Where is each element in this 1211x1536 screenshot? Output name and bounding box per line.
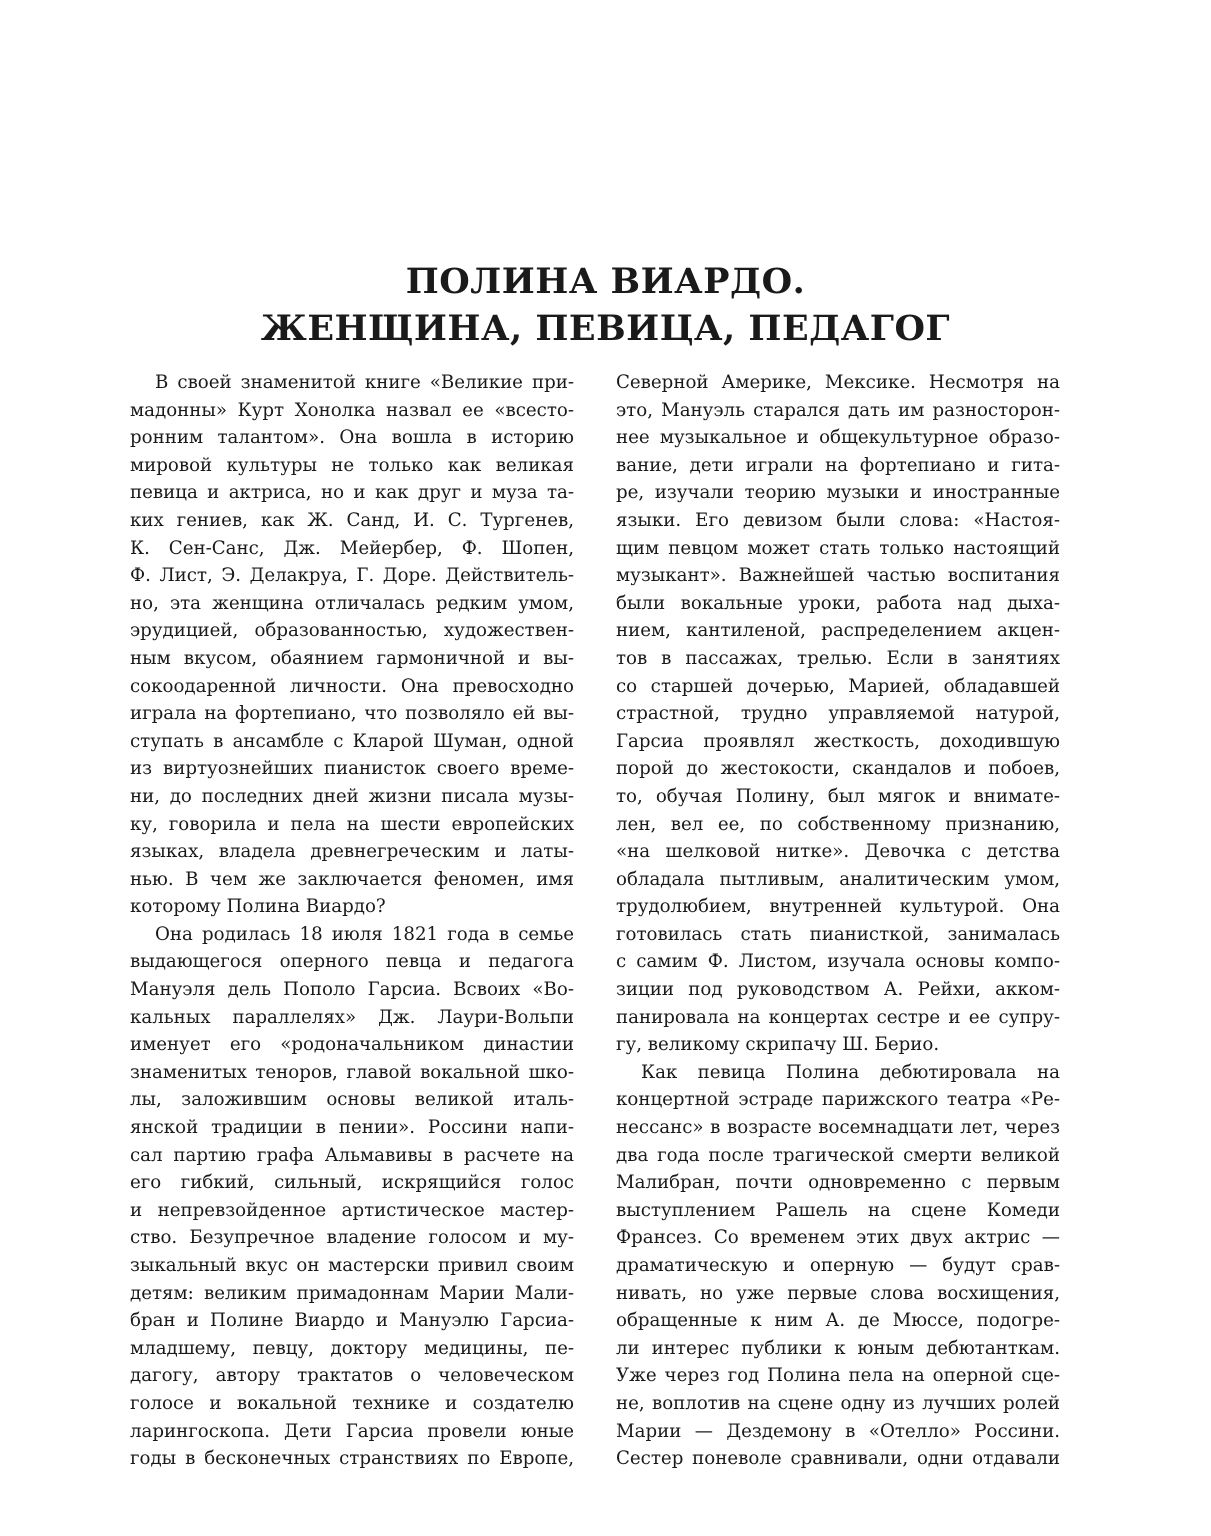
left-column-line: которому Полина Виардо?: [130, 896, 386, 918]
left-text-column: [130, 369, 574, 1473]
left-column-line: ступать в ансамбле с Кларой Шуман, одной: [130, 730, 574, 752]
left-column-line: янской традиции в пении». Россини напи-: [130, 1117, 574, 1139]
right-column-line: с самим Ф. Листом, изучала основы компо-: [616, 951, 1060, 973]
right-column-line: Малибран, почти одновременно с первым: [616, 1172, 1060, 1194]
article-title-line-2: ЖЕНЩИНА, ПЕВИЦА, ПЕДАГОГ: [260, 308, 951, 349]
left-column-line: Мануэля дель Пополо Гарсиа. Всвоих «Во-: [130, 979, 574, 1001]
left-column-line: сокоодаренной личности. Она превосходно: [130, 675, 574, 697]
left-column-line: Она родилась 18 июля 1821 года в семье: [155, 923, 574, 945]
left-column-line: бран и Полине Виардо и Мануэлю Гарсиа-: [130, 1310, 574, 1332]
right-column-line: нивать, но уже первые слова восхищения,: [616, 1282, 1060, 1304]
left-column-line: но, эта женщина отличалась редким умом,: [130, 592, 574, 614]
left-column-line: ких гениев, как Ж. Санд, И. С. Тургенев,: [130, 509, 574, 531]
left-column-line: детям: великим примадоннам Марии Мали-: [130, 1282, 574, 1304]
left-column-line: ным вкусом, обаянием гармоничной и вы-: [130, 647, 574, 669]
left-column-line: голосе и вокальной технике и создателю: [130, 1392, 574, 1414]
right-column-line: это, Мануэль старался дать им разносторон-: [616, 399, 1060, 421]
right-column-line: языки. Его девизом были слова: «Настоя-: [616, 509, 1060, 531]
left-column-line: зыкальный вкус он мастерски привил своим: [130, 1255, 574, 1276]
right-column-line: обращенные к ним А. де Мюссе, подогре-: [616, 1310, 1060, 1332]
left-column-line: ку, говорила и пела на шести европейских: [130, 813, 574, 835]
left-column-line: ни, до последних дней жизни писала музы-: [130, 785, 574, 807]
right-column-line: «на шелковой нитке». Девочка с детства: [616, 841, 1060, 863]
right-column-line: нее музыкальное и общекультурное образо-: [616, 427, 1060, 449]
right-column-line: зиции под руководством А. Рейхи, акком-: [616, 979, 1060, 1001]
left-column-line: кальных параллелях» Дж. Лаури-Вольпи: [130, 1006, 574, 1028]
right-column-line: со старшей дочерью, Марией, обладавшей: [616, 675, 1060, 697]
left-column-line: мадонны» Курт Хонолка назвал ее «всесто-: [130, 399, 574, 421]
right-column-line: порой до жестокости, скандалов и побоев,: [616, 758, 1060, 780]
left-column-line: выдающегося оперного певца и педагога: [130, 951, 574, 973]
right-column-line: Уже через год Полина пела на оперной сце-: [616, 1365, 1060, 1387]
right-column-line: панировала на концертах сестре и ее супру-: [616, 1006, 1060, 1028]
left-column-line: знаменитых теноров, главой вокальной шко-: [130, 1061, 574, 1083]
right-column-line: Марии — Дездемону в «Отелло» Россини.: [616, 1420, 1060, 1442]
right-column-line: Сестер поневоле сравнивали, одни отдавали: [616, 1448, 1060, 1470]
left-column-line: ство. Безупречное владение голосом и му-: [130, 1227, 574, 1249]
left-column-line: В своей знаменитой книге «Великие при-: [155, 372, 574, 393]
right-column-line: были вокальные уроки, работа над дыха-: [616, 592, 1060, 614]
right-column-line: Северной Америке, Мексике. Несмотря на: [616, 372, 1060, 393]
right-column-line: ли интерес публики к юным дебютанткам.: [616, 1337, 1060, 1359]
right-column-line: концертной эстраде парижского театра «Ре-: [616, 1089, 1060, 1111]
left-column-line: мировой культуры не только как великая: [130, 454, 574, 476]
right-column-line: два года после трагической смерти великой: [616, 1144, 1060, 1166]
right-column-line: вание, дети играли на фортепиано и гита-: [616, 454, 1060, 476]
right-column-line: ре, изучали теорию музыки и иностранные: [616, 482, 1060, 504]
left-column-line: ронним талантом». Она вошла в историю: [130, 427, 574, 449]
right-column-line: гу, великому скрипачу Ш. Берио.: [616, 1034, 940, 1056]
article-title: [0, 258, 1211, 352]
left-column-line: ларингоскопа. Дети Гарсиа провели юные: [130, 1420, 574, 1442]
left-column-line: лы, заложившим основы великой италь-: [130, 1089, 574, 1111]
article-title-line-1: ПОЛИНА ВИАРДО.: [405, 261, 806, 302]
left-column-line: К. Сен-Санс, Дж. Мейербер, Ф. Шопен,: [130, 537, 574, 559]
right-column-line: страстной, трудно управляемой натурой,: [616, 703, 1060, 725]
left-column-line: сал партию графа Альмавивы в расчете на: [130, 1144, 574, 1166]
right-column-line: Гарсиа проявлял жесткость, доходившую: [616, 730, 1060, 752]
right-column-line: тов в пассажах, трелью. Если в занятиях: [616, 647, 1060, 669]
right-column-line: трудолюбием, внутренней культурой. Она: [616, 896, 1060, 918]
right-text-column: [616, 369, 1060, 1473]
right-column-line: нием, кантиленой, распределением акцен-: [616, 620, 1060, 642]
right-column-line: щим певцом может стать только настоящий: [616, 537, 1060, 559]
left-column-line: эрудицией, образованностью, художествен-: [130, 620, 574, 642]
left-column-line: младшему, певцу, доктору медицины, пе-: [130, 1337, 574, 1359]
right-column-line: выступлением Рашель на сцене Комеди: [616, 1199, 1060, 1221]
left-column-line: годы в бесконечных странствиях по Европе,: [130, 1448, 574, 1470]
left-column-line: певица и актриса, но и как друг и муза та-: [130, 482, 574, 504]
left-column-line: его гибкий, сильный, искрящийся голос: [130, 1172, 574, 1194]
right-column-line: музыкант». Важнейшей частью воспитания: [616, 565, 1060, 587]
right-column-line: драматическую и оперную — будут срав-: [616, 1255, 1060, 1276]
right-column-line: готовилась стать пианисткой, занималась: [616, 923, 1060, 945]
left-column-line: языках, владела древнегреческим и латы-: [130, 841, 574, 863]
left-column-line: и непревзойденное артистическое мастер-: [130, 1199, 574, 1221]
right-column-line: нессанс» в возрасте восемнадцати лет, через: [616, 1117, 1060, 1139]
right-column-line: то, обучая Полину, был мягок и внимате-: [616, 785, 1060, 807]
left-column-line: именует его «родоначальником династии: [130, 1034, 574, 1056]
left-column-line: из виртуознейших пианисток своего време-: [130, 758, 574, 780]
right-column-line: Франсез. Со временем этих двух актрис —: [616, 1227, 1060, 1249]
right-column-line: лен, вел ее, по собственному признанию,: [616, 813, 1060, 835]
left-column-line: играла на фортепиано, что позволяло ей вы-: [130, 703, 574, 725]
left-column-line: дагогу, автору трактатов о человеческом: [130, 1365, 574, 1387]
right-column-line: Как певица Полина дебютировала на: [641, 1061, 1060, 1083]
right-column-line: не, воплотив на сцене одну из лучших ролей: [616, 1392, 1060, 1414]
right-column-line: обладала пытливым, аналитическим умом,: [616, 868, 1060, 890]
left-column-line: Ф. Лист, Э. Делакруа, Г. Доре. Действитель-: [130, 565, 574, 587]
left-column-line: нью. В чем же заключается феномен, имя: [130, 868, 574, 890]
